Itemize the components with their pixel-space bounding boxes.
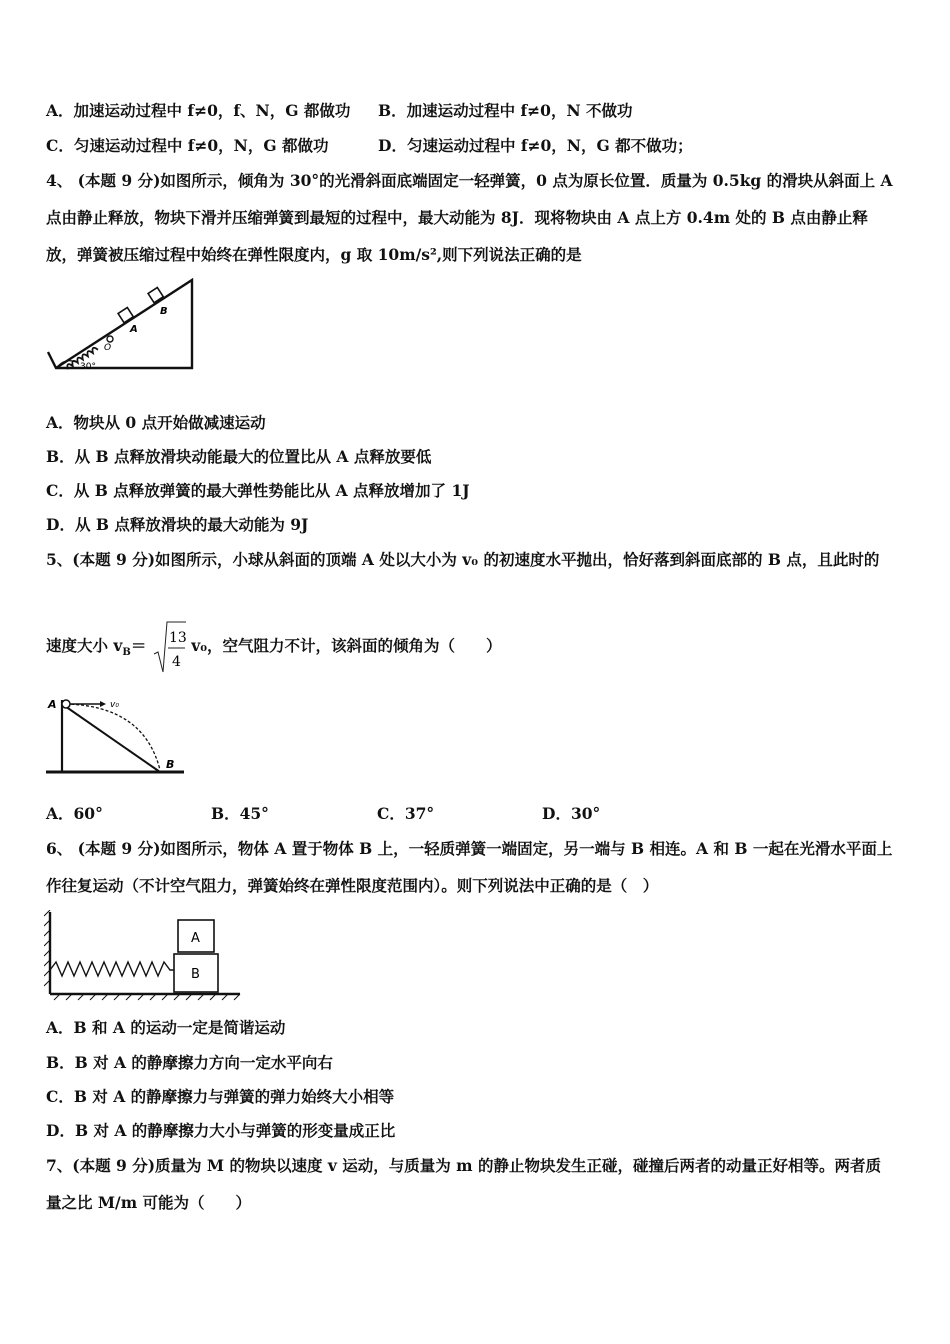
q5-speed-subscript: B [122, 647, 131, 659]
q7-text-line1: 7、(本题 9 分)质量为 M 的物块以速度 v 运动，与质量为 m 的静止物块发生正碰，碰撞后两者的动量正好相等。两者质 [46, 1156, 881, 1175]
point-o-marker [107, 336, 113, 342]
label-b: B [160, 306, 168, 317]
label-a: A [130, 324, 138, 335]
q6-option-d: D．B 对 A 的静摩擦力大小与弹簧的形变量成正比 [46, 1121, 396, 1140]
slope-line [62, 704, 160, 772]
angle-label: 30° [80, 362, 96, 372]
incline-outline [48, 280, 192, 368]
q5-option-d: D．30° [542, 804, 601, 823]
q5-line2-rest: v₀，空气阻力不计，该斜面的倾角为（ ） [191, 636, 502, 655]
q5-speed-label: 速度大小 v [46, 636, 123, 655]
q6-text-line2: 作往复运动（不计空气阻力，弹簧始终在弹性限度范围内）。则下列说法中正确的是（ ） [46, 876, 659, 895]
q4-incline-figure [44, 276, 200, 376]
q6-text-line1: 6、 (本题 9 分)如图所示，物体 A 置于物体 B 上，一轻质弹簧一端固定，另一端与 B 相连。A 和 B 一起在光滑水平面上 [46, 839, 893, 858]
q4-option-c: C．从 B 点释放弹簧的最大弹性势能比从 A 点释放增加了 1J [46, 481, 470, 500]
q6-option-a: A．B 和 A 的运动一定是简谐运动 [46, 1018, 286, 1037]
q6-option-b: B．B 对 A 的静摩擦力方向一定水平向右 [46, 1053, 333, 1072]
q4-text-line2: 点由静止释放，物块下滑并压缩弹簧到最短的过程中，最大动能为 8J．现将物块由 A 点上方 0.4m 处的 B 点由静止释 [46, 208, 868, 227]
label-o: O [104, 343, 112, 353]
q4-option-a: A．物块从 0 点开始做减速运动 [46, 413, 266, 432]
q7-text-line2: 量之比 M/m 可能为（ ） [46, 1193, 252, 1212]
frac-numerator: 13 [168, 630, 186, 646]
label-b: B [191, 967, 200, 982]
label-b: B [166, 758, 175, 771]
ball [62, 700, 70, 708]
velocity-arrowhead [100, 701, 106, 707]
q5-option-a: A．60° [46, 804, 103, 823]
q3-option-d: D．匀速运动过程中 f≠0，N，G 都不做功； [378, 136, 693, 155]
q5-sqrt-fraction [152, 618, 186, 676]
q6-option-c: C．B 对 A 的静摩擦力与弹簧的弹力始终大小相等 [46, 1087, 395, 1106]
q5-projectile-figure [44, 692, 190, 778]
q5-option-c: C．37° [377, 804, 435, 823]
q5-text-line1: 5、(本题 9 分)如图所示，小球从斜面的顶端 A 处以大小为 v₀ 的初速度水平抛出，恰好落到斜面底部的 B 点，且此时的 [46, 550, 880, 569]
q3-option-b: B．加速运动过程中 f≠0，N 不做功 [378, 101, 633, 120]
q3-option-c: C．匀速运动过程中 f≠0，N，G 都做功 [46, 136, 329, 155]
q4-option-b: B．从 B 点释放滑块动能最大的位置比从 A 点释放要低 [46, 447, 432, 466]
spring-coil [50, 962, 174, 976]
label-v0: v₀ [110, 700, 119, 710]
q4-text-line1: 4、 (本题 9 分)如图所示，倾角为 30°的光滑斜面底端固定一轻弹簧，0 点为原长位置．质量为 0.5kg 的滑块从斜面上 A [46, 171, 893, 190]
q6-spring-figure [44, 910, 244, 1002]
q3-option-a: A．加速运动过程中 f≠0，f、N，G 都做功 [46, 101, 351, 120]
trajectory-path [66, 704, 160, 770]
q4-option-d: D．从 B 点释放滑块的最大动能为 9J [46, 515, 309, 534]
q4-text-line3: 放，弹簧被压缩过程中始终在弹性限度内，g 取 10m/s²,则下列说法正确的是 [46, 245, 582, 264]
frac-denominator: 4 [171, 654, 181, 670]
q5-equals: ＝ [130, 636, 147, 655]
label-a: A [191, 931, 200, 946]
q5-text-line2 [46, 630, 502, 670]
q5-option-b: B．45° [211, 804, 269, 823]
label-a: A [48, 698, 57, 711]
